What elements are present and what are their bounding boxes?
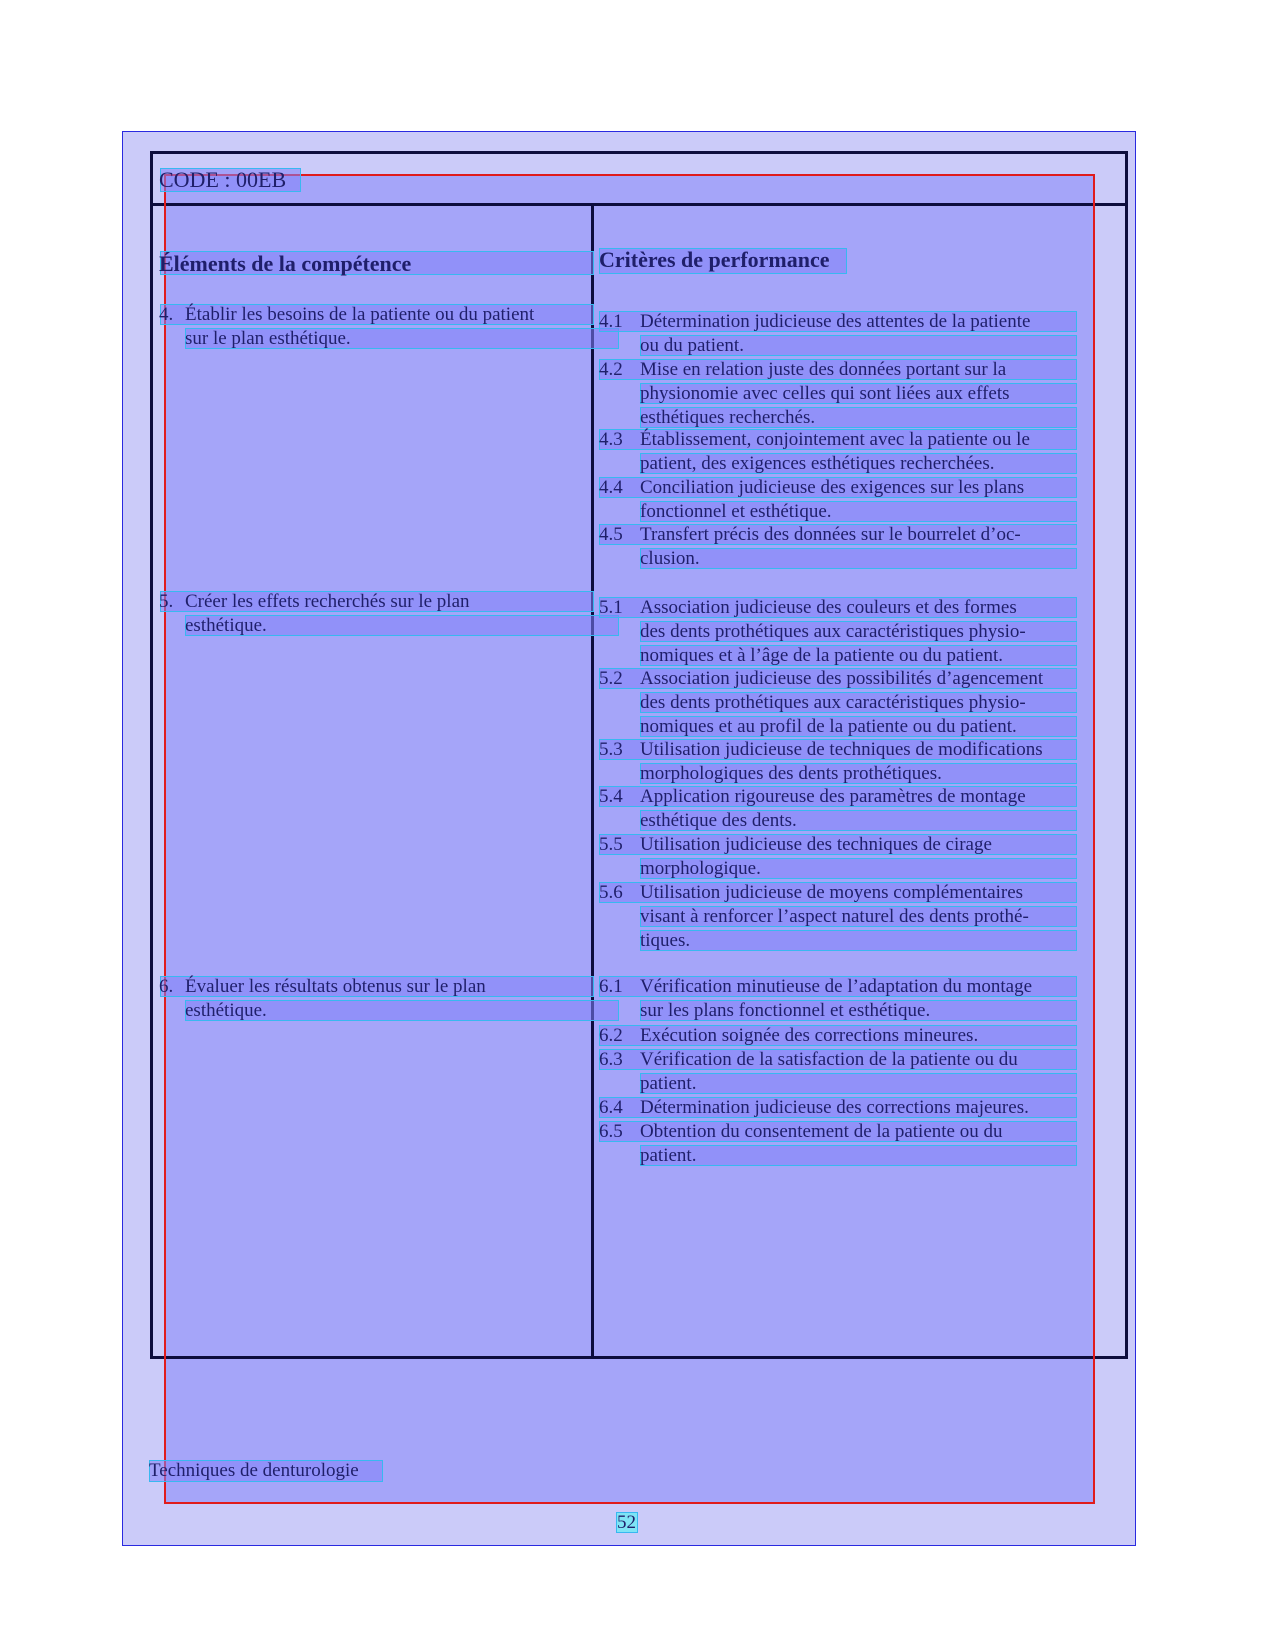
criterion-text-line: Conciliation judicieuse des exigences sur les plans bbox=[640, 477, 1025, 498]
element-text-line: esthétique. bbox=[185, 615, 267, 636]
criterion-number: 5.6 bbox=[599, 882, 623, 903]
criterion-line-highlight bbox=[640, 1073, 1077, 1094]
element-number: 5. bbox=[159, 591, 174, 612]
criterion-text-line: visant à renforcer l’aspect naturel des dents prothé- bbox=[640, 906, 1029, 927]
element-text-line: Créer les effets recherchés sur le plan bbox=[185, 591, 470, 612]
elements-header: Éléments de la compétence bbox=[159, 251, 412, 276]
criterion-number: 6.1 bbox=[599, 976, 623, 997]
criterion-text-line: physionomie avec celles qui sont liées aux effets bbox=[640, 383, 1010, 404]
criterion-text-line: patient. bbox=[640, 1145, 697, 1166]
criterion-text-line: Association judicieuse des couleurs et des formes bbox=[640, 597, 1017, 618]
criterion-line-highlight bbox=[640, 930, 1077, 951]
criterion-text-line: Exécution soignée des corrections mineures. bbox=[640, 1025, 979, 1046]
criterion-number: 4.2 bbox=[599, 359, 623, 380]
criterion-text-line: Détermination judicieuse des corrections majeures. bbox=[640, 1097, 1029, 1118]
criterion-text-line: clusion. bbox=[640, 548, 700, 569]
criterion-text-line: des dents prothétiques aux caractéristiques physio- bbox=[640, 692, 1026, 713]
criterion-text-line: esthétique des dents. bbox=[640, 810, 797, 831]
criterion-text-line: tiques. bbox=[640, 930, 691, 951]
criterion-number: 5.5 bbox=[599, 834, 623, 855]
criterion-number: 5.2 bbox=[599, 668, 623, 689]
criterion-number: 6.4 bbox=[599, 1097, 623, 1118]
criterion-text-line: esthétiques recherchés. bbox=[640, 407, 816, 428]
criterion-text-line: Utilisation judicieuse de moyens complémentaires bbox=[640, 882, 1024, 903]
criterion-text-line: Association judicieuse des possibilités d’agencement bbox=[640, 668, 1044, 689]
criterion-text-line: Transfert précis des données sur le bourrelet d’oc- bbox=[640, 524, 1021, 545]
criterion-text-line: patient. bbox=[640, 1073, 697, 1094]
criterion-number: 5.3 bbox=[599, 739, 623, 760]
element-text-line: esthétique. bbox=[185, 1000, 267, 1021]
footer-text: Techniques de denturologie bbox=[149, 1460, 359, 1481]
criterion-text-line: Vérification de la satisfaction de la patiente ou du bbox=[640, 1049, 1018, 1070]
criterion-number: 5.1 bbox=[599, 597, 623, 618]
element-number: 6. bbox=[159, 976, 174, 997]
criterion-number: 5.4 bbox=[599, 786, 623, 807]
element-text-line: Évaluer les résultats obtenus sur le plan bbox=[185, 976, 486, 997]
criterion-number: 6.2 bbox=[599, 1025, 623, 1046]
criterion-text-line: Utilisation judicieuse des techniques de cirage bbox=[640, 834, 992, 855]
criterion-number: 6.5 bbox=[599, 1121, 623, 1142]
criterion-number: 6.3 bbox=[599, 1049, 623, 1070]
criterion-text-line: fonctionnel et esthétique. bbox=[640, 501, 832, 522]
element-text-line: Établir les besoins de la patiente ou du patient bbox=[185, 304, 535, 325]
criterion-text-line: nomiques et à l’âge de la patiente ou du patient. bbox=[640, 645, 1003, 666]
criterion-number: 4.3 bbox=[599, 429, 623, 450]
criterion-text-line: Vérification minutieuse de l’adaptation du montage bbox=[640, 976, 1033, 997]
criterion-number: 4.1 bbox=[599, 311, 623, 332]
criterion-line-highlight bbox=[640, 1145, 1077, 1166]
criterion-number: 4.5 bbox=[599, 524, 623, 545]
criterion-text-line: Utilisation judicieuse de techniques de modifications bbox=[640, 739, 1043, 760]
criterion-text-line: Détermination judicieuse des attentes de la patiente bbox=[640, 311, 1031, 332]
criterion-text-line: ou du patient. bbox=[640, 335, 744, 356]
criterion-text-line: morphologique. bbox=[640, 858, 761, 879]
criteres-header: Critères de performance bbox=[599, 247, 830, 272]
criterion-text-line: Obtention du consentement de la patiente ou du bbox=[640, 1121, 1003, 1142]
page-number: 52 bbox=[617, 1512, 636, 1533]
element-text-line: sur le plan esthétique. bbox=[185, 328, 351, 349]
criterion-text-line: des dents prothétiques aux caractéristiques physio- bbox=[640, 621, 1026, 642]
criterion-text-line: nomiques et au profil de la patiente ou du patient. bbox=[640, 716, 1017, 737]
code-label: CODE : 00EB bbox=[159, 167, 287, 192]
criterion-text-line: Établissement, conjointement avec la patiente ou le bbox=[640, 429, 1030, 450]
criterion-text-line: sur les plans fonctionnel et esthétique. bbox=[640, 1000, 931, 1021]
criterion-text-line: Mise en relation juste des données portant sur la bbox=[640, 359, 1007, 380]
criterion-text-line: Application rigoureuse des paramètres de montage bbox=[640, 786, 1026, 807]
element-number: 4. bbox=[159, 304, 174, 325]
criterion-line-highlight bbox=[640, 548, 1077, 569]
criterion-text-line: morphologiques des dents prothétiques. bbox=[640, 763, 942, 784]
criterion-number: 4.4 bbox=[599, 477, 623, 498]
criterion-text-line: patient, des exigences esthétiques recherchées. bbox=[640, 453, 995, 474]
